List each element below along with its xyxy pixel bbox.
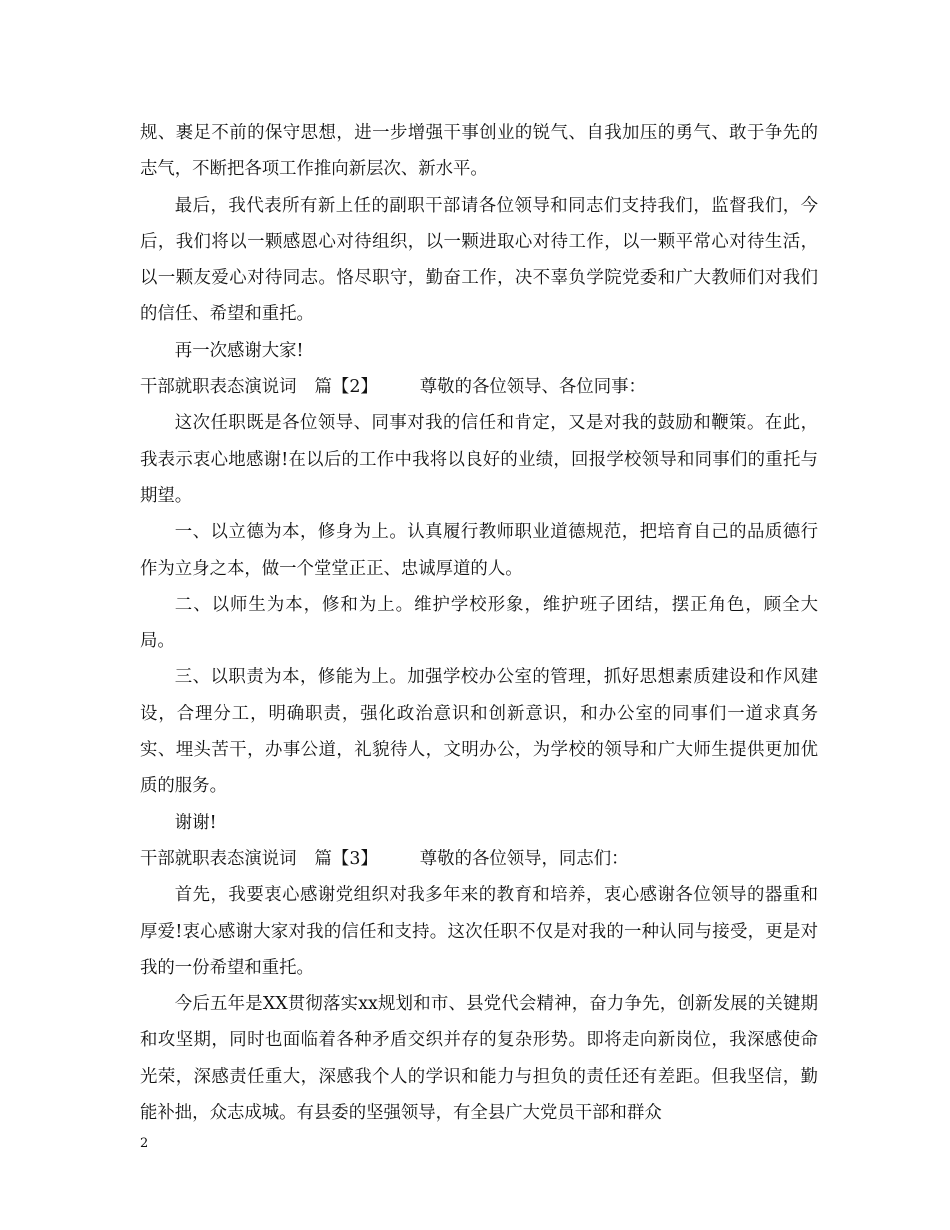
section-number: 篇【3】 [314, 848, 378, 869]
paragraph-closing-pledge: 最后，我代表所有新上任的副职干部请各位领导和同志们支持我们，监督我们，今后，我们将以一颗感恩心对待组织，以一颗进取心对待工作，以一颗平常心对待生活，以一颗友爱心对待同志。恪尽职守，勤奋工作，决不辜负学院党委和广大教师们对我们的信任、希望和重托。 [140, 195, 818, 325]
section-greeting: 尊敬的各位领导、各位同事： [419, 377, 646, 398]
page-number: 2 [140, 1136, 149, 1151]
section-heading-3 [140, 841, 818, 877]
section-title: 干部就职表态演说词 [140, 848, 297, 869]
paragraph-point-1: 一、以立德为本，修身为上。认真履行教师职业道德规范，把培育自己的品质德行作为立身之本，做一个堂堂正正、忠诚厚道的人。 [140, 522, 818, 579]
section-greeting: 尊敬的各位领导，同志们： [419, 848, 629, 869]
paragraph-five-years: 今后五年是XX贯彻落实xx规划和市、县党代会精神，奋力争先，创新发展的关键期和攻坚期，同时也面临着各种矛盾交织并存的复杂形势。即将走向新岗位，我深感使命光荣，深感责任重大，深感我个人的学识和能力与担负的责任还有差距。但我坚信，勤能补拙，众志成城。有县委的坚强领导，有全县广大党员干部和群众 [140, 994, 818, 1124]
paragraph-point-2: 二、以师生为本，修和为上。维护学校形象，维护班子团结，摆正角色，顾全大局。 [140, 594, 818, 652]
paragraph-thank-you: 谢谢! [174, 812, 217, 833]
paragraph-continued: 规、裹足不前的保守思想，进一步增强干事创业的锐气、自我加压的勇气、敢于争先的志气，不断把各项工作推向新层次、新水平。 [140, 123, 818, 180]
section-title: 干部就职表态演说词 [140, 377, 297, 398]
section-number: 篇【2】 [314, 377, 378, 398]
document-body [140, 115, 818, 1131]
paragraph-appointment: 这次任职既是各位领导、同事对我的信任和肯定，又是对我的鼓励和鞭策。在此，我表示衷心地感谢!在以后的工作中我将以良好的业绩，回报学校领导和同事们的重托与期望。 [140, 413, 818, 506]
section-heading-2 [140, 369, 818, 405]
paragraph-thanks-again: 再一次感谢大家! [174, 340, 304, 361]
paragraph-point-3: 三、以职责为本，修能为上。加强学校办公室的管理，抓好思想素质建设和作风建设，合理分工，明确职责，强化政治意识和创新意识，和办公室的同事们一道求真务实、埋头苦干，办事公道，礼貌待人，文明办公，为学校的领导和广大师生提供更加优质的服务。 [140, 667, 818, 797]
paragraph-gratitude: 首先，我要衷心感谢党组织对我多年来的教育和培养，衷心感谢各位领导的器重和厚爱!衷心感谢大家对我的信任和支持。这次任职不仅是对我的一种认同与接受，更是对我的一份希望和重托。 [140, 885, 818, 978]
